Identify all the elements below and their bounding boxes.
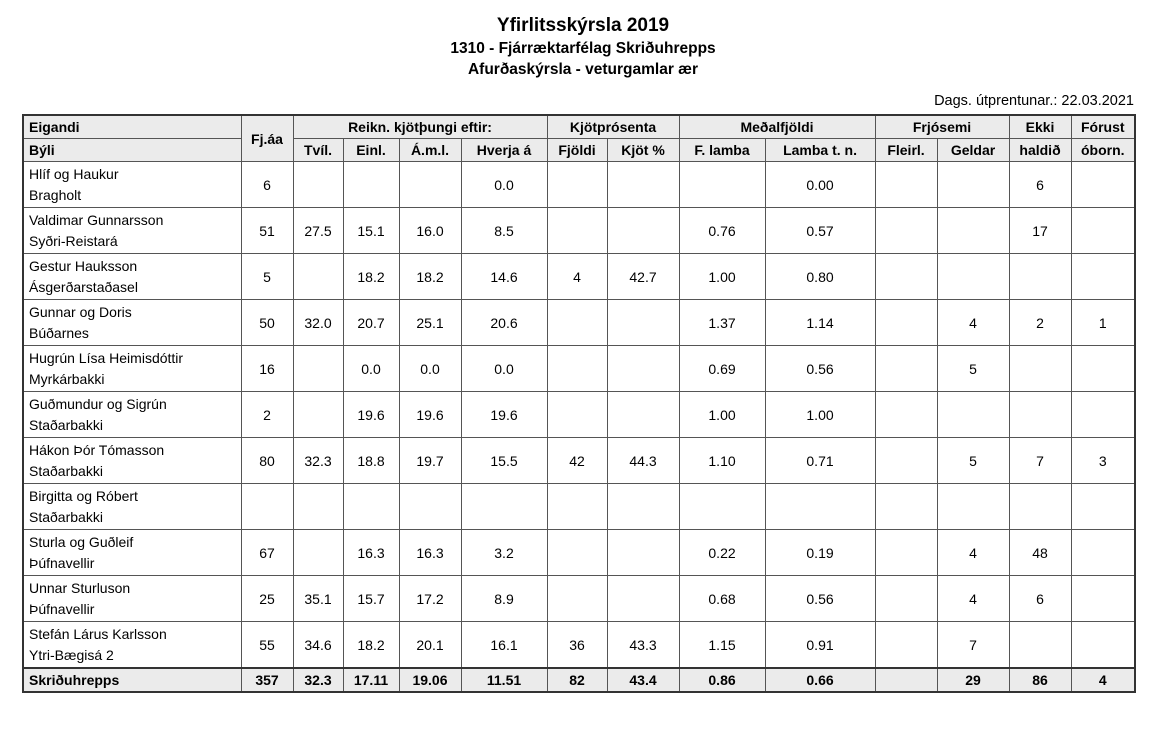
table-row xyxy=(23,438,1135,484)
header-pct-group: Kjötprósenta xyxy=(547,115,679,139)
pct-count-cell xyxy=(547,162,607,208)
total-label: Skriðuhrepps xyxy=(23,668,241,692)
per-ewe-cell: 14.6 xyxy=(461,254,547,300)
avg-weaned-cell: 0.56 xyxy=(765,346,875,392)
pct-count-cell: 4 xyxy=(547,254,607,300)
table-row xyxy=(23,254,1135,300)
total-fert-barren-cell: 29 xyxy=(937,668,1009,692)
count-cell: 5 xyxy=(241,254,293,300)
owner-farm-cell xyxy=(23,622,241,669)
table-row xyxy=(23,300,1135,346)
fert-barren-cell xyxy=(937,162,1009,208)
header-twin: Tvíl. xyxy=(293,139,343,162)
fert-barren-cell: 4 xyxy=(937,300,1009,346)
per-ewe-cell: 19.6 xyxy=(461,392,547,438)
fert-barren-cell: 4 xyxy=(937,576,1009,622)
pct-meat-cell: 43.3 xyxy=(607,622,679,669)
count-cell: 51 xyxy=(241,208,293,254)
fert-multiple-cell xyxy=(875,254,937,300)
lost-cell xyxy=(1071,162,1135,208)
pct-meat-cell: 42.7 xyxy=(607,254,679,300)
count-cell: 55 xyxy=(241,622,293,669)
avg-born-cell xyxy=(679,484,765,530)
header-per-ewe: Hverja á xyxy=(461,139,547,162)
per-ewe-cell: 0.0 xyxy=(461,162,547,208)
fert-barren-cell: 5 xyxy=(937,346,1009,392)
header-avg-weaned: Lamba t. n. xyxy=(765,139,875,162)
owner-farm-cell xyxy=(23,208,241,254)
lost-cell xyxy=(1071,392,1135,438)
fert-barren-cell xyxy=(937,484,1009,530)
fert-barren-cell: 4 xyxy=(937,530,1009,576)
single-cell: 18.8 xyxy=(343,438,399,484)
per-ewe-cell xyxy=(461,484,547,530)
owner-farm-cell xyxy=(23,576,241,622)
header-pct-count: Fjöldi xyxy=(547,139,607,162)
avg-born-cell: 1.37 xyxy=(679,300,765,346)
owner-name: Sturla og Guðleif xyxy=(29,533,134,550)
not-kept-cell: 6 xyxy=(1009,576,1071,622)
fert-barren-cell: 5 xyxy=(937,438,1009,484)
header-avg-born: F. lamba xyxy=(679,139,765,162)
owner-farm-cell xyxy=(23,392,241,438)
pct-count-cell: 42 xyxy=(547,438,607,484)
lost-cell xyxy=(1071,254,1135,300)
header-owner: Eigandi xyxy=(23,115,241,139)
total-avg-born-cell: 0.86 xyxy=(679,668,765,692)
avg-weaned-cell: 0.56 xyxy=(765,576,875,622)
pct-meat-cell xyxy=(607,576,679,622)
owner-farm-cell xyxy=(23,254,241,300)
pct-count-cell xyxy=(547,346,607,392)
owner-farm-cell xyxy=(23,300,241,346)
fert-multiple-cell xyxy=(875,300,937,346)
pct-meat-cell xyxy=(607,300,679,346)
pct-meat-cell xyxy=(607,530,679,576)
twin-cell xyxy=(293,530,343,576)
not-kept-cell xyxy=(1009,392,1071,438)
lost-cell xyxy=(1071,576,1135,622)
avg-born-cell: 1.10 xyxy=(679,438,765,484)
total-per-ewe-with-lamb-cell: 19.06 xyxy=(399,668,461,692)
count-cell: 6 xyxy=(241,162,293,208)
fert-barren-cell xyxy=(937,208,1009,254)
farm-name: Staðarbakki xyxy=(29,508,103,525)
avg-born-cell xyxy=(679,162,765,208)
count-cell: 67 xyxy=(241,530,293,576)
table-row xyxy=(23,208,1135,254)
twin-cell: 35.1 xyxy=(293,576,343,622)
single-cell: 15.1 xyxy=(343,208,399,254)
avg-weaned-cell: 1.00 xyxy=(765,392,875,438)
farm-name: Þúfnavellir xyxy=(29,600,95,617)
header-meat-group: Reikn. kjötþungi eftir: xyxy=(293,115,547,139)
owner-farm-cell xyxy=(23,346,241,392)
twin-cell xyxy=(293,254,343,300)
per-ewe-cell: 8.9 xyxy=(461,576,547,622)
farm-name: Þúfnavellir xyxy=(29,554,95,571)
farm-name: Búðarnes xyxy=(29,324,89,341)
not-kept-cell: 48 xyxy=(1009,530,1071,576)
per-ewe-with-lamb-cell xyxy=(399,162,461,208)
per-ewe-with-lamb-cell: 19.7 xyxy=(399,438,461,484)
owner-name: Valdimar Gunnarsson xyxy=(29,211,164,228)
avg-born-cell: 1.00 xyxy=(679,392,765,438)
table-row xyxy=(23,346,1135,392)
not-kept-cell: 2 xyxy=(1009,300,1071,346)
owner-name: Stefán Lárus Karlsson xyxy=(29,625,167,642)
owner-farm-cell xyxy=(23,162,241,208)
total-avg-weaned-cell: 0.66 xyxy=(765,668,875,692)
header-per-ewe-with-lamb: Á.m.l. xyxy=(399,139,461,162)
owner-farm-cell xyxy=(23,438,241,484)
owner-name: Hugrún Lísa Heimisdóttir xyxy=(29,349,184,366)
fert-multiple-cell xyxy=(875,484,937,530)
pct-count-cell xyxy=(547,576,607,622)
table-row xyxy=(23,622,1135,669)
farm-name: Bragholt xyxy=(29,186,82,203)
total-not-kept-cell: 86 xyxy=(1009,668,1071,692)
per-ewe-with-lamb-cell: 19.6 xyxy=(399,392,461,438)
owner-name: Hlíf og Haukur xyxy=(29,165,119,182)
total-pct-count-cell: 82 xyxy=(547,668,607,692)
twin-cell xyxy=(293,484,343,530)
fert-multiple-cell xyxy=(875,392,937,438)
farm-name: Staðarbakki xyxy=(29,462,103,479)
per-ewe-with-lamb-cell: 25.1 xyxy=(399,300,461,346)
not-kept-cell xyxy=(1009,254,1071,300)
per-ewe-cell: 16.1 xyxy=(461,622,547,669)
owner-name: Guðmundur og Sigrún xyxy=(29,395,167,412)
header-count: Fj.áa xyxy=(241,115,293,162)
count-cell: 2 xyxy=(241,392,293,438)
per-ewe-cell: 3.2 xyxy=(461,530,547,576)
header-farm: Býli xyxy=(23,139,241,162)
not-kept-cell xyxy=(1009,346,1071,392)
fert-multiple-cell xyxy=(875,162,937,208)
per-ewe-cell: 15.5 xyxy=(461,438,547,484)
owner-farm-cell xyxy=(23,530,241,576)
per-ewe-with-lamb-cell xyxy=(399,484,461,530)
fert-multiple-cell xyxy=(875,622,937,669)
total-lost-cell: 4 xyxy=(1071,668,1135,692)
lost-cell: 1 xyxy=(1071,300,1135,346)
count-cell: 25 xyxy=(241,576,293,622)
count-cell: 16 xyxy=(241,346,293,392)
single-cell: 18.2 xyxy=(343,622,399,669)
owner-name: Unnar Sturluson xyxy=(29,579,131,596)
fert-multiple-cell xyxy=(875,346,937,392)
single-cell: 15.7 xyxy=(343,576,399,622)
fert-barren-cell xyxy=(937,254,1009,300)
report-subtitle: 1310 - Fjárræktarfélag Skriðuhrepps xyxy=(450,40,716,57)
farm-name: Myrkárbakki xyxy=(29,370,105,387)
total-count-cell: 357 xyxy=(241,668,293,692)
total-pct-meat-cell: 43.4 xyxy=(607,668,679,692)
twin-cell xyxy=(293,346,343,392)
pct-meat-cell xyxy=(607,162,679,208)
not-kept-cell: 17 xyxy=(1009,208,1071,254)
twin-cell xyxy=(293,392,343,438)
total-single-cell: 17.11 xyxy=(343,668,399,692)
single-cell: 16.3 xyxy=(343,530,399,576)
avg-weaned-cell: 0.71 xyxy=(765,438,875,484)
farm-name: Ytri-Bægisá 2 xyxy=(29,646,114,663)
owner-name: Gunnar og Doris xyxy=(29,303,132,320)
avg-born-cell: 1.00 xyxy=(679,254,765,300)
single-cell: 18.2 xyxy=(343,254,399,300)
avg-weaned-cell: 0.57 xyxy=(765,208,875,254)
count-cell: 50 xyxy=(241,300,293,346)
table-row xyxy=(23,530,1135,576)
table-row xyxy=(23,392,1135,438)
header-avg-group: Meðalfjöldi xyxy=(679,115,875,139)
lost-cell xyxy=(1071,208,1135,254)
twin-cell: 34.6 xyxy=(293,622,343,669)
pct-count-cell xyxy=(547,392,607,438)
per-ewe-cell: 20.6 xyxy=(461,300,547,346)
farm-name: Syðri-Reistará xyxy=(29,232,118,249)
count-cell: 80 xyxy=(241,438,293,484)
per-ewe-with-lamb-cell: 20.1 xyxy=(399,622,461,669)
pct-meat-cell xyxy=(607,392,679,438)
avg-born-cell: 0.76 xyxy=(679,208,765,254)
report-title: Yfirlitsskýrsla 2019 xyxy=(496,15,670,36)
per-ewe-with-lamb-cell: 16.3 xyxy=(399,530,461,576)
total-twin-cell: 32.3 xyxy=(293,668,343,692)
per-ewe-with-lamb-cell: 17.2 xyxy=(399,576,461,622)
owner-name: Hákon Þór Tómasson xyxy=(29,441,165,458)
header-single: Einl. xyxy=(343,139,399,162)
header-not-kept-1: Ekki xyxy=(1009,115,1071,139)
pct-count-cell: 36 xyxy=(547,622,607,669)
per-ewe-with-lamb-cell: 18.2 xyxy=(399,254,461,300)
avg-weaned-cell: 0.80 xyxy=(765,254,875,300)
owner-name: Birgitta og Róbert xyxy=(29,487,138,504)
lost-cell: 3 xyxy=(1071,438,1135,484)
avg-weaned-cell: 0.19 xyxy=(765,530,875,576)
fert-multiple-cell xyxy=(875,530,937,576)
pct-count-cell xyxy=(547,208,607,254)
pct-meat-cell xyxy=(607,208,679,254)
header-pct-meat: Kjöt % xyxy=(607,139,679,162)
fert-barren-cell xyxy=(937,392,1009,438)
header-lost-1: Fórust xyxy=(1071,115,1135,139)
table-row xyxy=(23,576,1135,622)
twin-cell: 32.3 xyxy=(293,438,343,484)
table-row xyxy=(23,484,1135,530)
avg-weaned-cell: 0.00 xyxy=(765,162,875,208)
owner-farm-cell xyxy=(23,484,241,530)
avg-weaned-cell: 0.91 xyxy=(765,622,875,669)
fert-multiple-cell xyxy=(875,576,937,622)
not-kept-cell xyxy=(1009,622,1071,669)
avg-weaned-cell xyxy=(765,484,875,530)
total-fert-multiple-cell xyxy=(875,668,937,692)
report-subtitle-2: Afurðaskýrsla - veturgamlar ær xyxy=(467,61,698,78)
single-cell: 0.0 xyxy=(343,346,399,392)
report-header xyxy=(0,14,1166,80)
table-row xyxy=(23,162,1135,208)
twin-cell: 32.0 xyxy=(293,300,343,346)
fert-multiple-cell xyxy=(875,438,937,484)
twin-cell xyxy=(293,162,343,208)
pct-meat-cell xyxy=(607,346,679,392)
lost-cell xyxy=(1071,484,1135,530)
lost-cell xyxy=(1071,622,1135,669)
lost-cell xyxy=(1071,346,1135,392)
owner-name: Gestur Hauksson xyxy=(29,257,138,274)
header-fert-barren: Geldar xyxy=(937,139,1009,162)
pct-count-cell xyxy=(547,300,607,346)
single-cell: 20.7 xyxy=(343,300,399,346)
twin-cell: 27.5 xyxy=(293,208,343,254)
single-cell xyxy=(343,484,399,530)
per-ewe-with-lamb-cell: 16.0 xyxy=(399,208,461,254)
table-body xyxy=(23,162,1135,693)
header-fert-group: Frjósemi xyxy=(875,115,1009,139)
pct-meat-cell xyxy=(607,484,679,530)
not-kept-cell: 6 xyxy=(1009,162,1071,208)
print-date: Dags. útprentunar.: 22.03.2021 xyxy=(934,93,1134,109)
farm-name: Ásgerðarstaðasel xyxy=(29,278,138,295)
report-table xyxy=(22,114,1136,693)
header-not-kept-2: haldið xyxy=(1009,139,1071,162)
pct-meat-cell: 44.3 xyxy=(607,438,679,484)
avg-born-cell: 0.22 xyxy=(679,530,765,576)
farm-name: Staðarbakki xyxy=(29,416,103,433)
lost-cell xyxy=(1071,530,1135,576)
avg-born-cell: 0.68 xyxy=(679,576,765,622)
single-cell: 19.6 xyxy=(343,392,399,438)
single-cell xyxy=(343,162,399,208)
avg-weaned-cell: 1.14 xyxy=(765,300,875,346)
pct-count-cell xyxy=(547,484,607,530)
header-fert-multiple: Fleirl. xyxy=(875,139,937,162)
header-lost-2: óborn. xyxy=(1071,139,1135,162)
table-header xyxy=(23,115,1135,162)
fert-barren-cell: 7 xyxy=(937,622,1009,669)
per-ewe-cell: 0.0 xyxy=(461,346,547,392)
pct-count-cell xyxy=(547,530,607,576)
avg-born-cell: 0.69 xyxy=(679,346,765,392)
total-row xyxy=(23,668,1135,692)
not-kept-cell: 7 xyxy=(1009,438,1071,484)
fert-multiple-cell xyxy=(875,208,937,254)
count-cell xyxy=(241,484,293,530)
not-kept-cell xyxy=(1009,484,1071,530)
per-ewe-with-lamb-cell: 0.0 xyxy=(399,346,461,392)
avg-born-cell: 1.15 xyxy=(679,622,765,669)
per-ewe-cell: 8.5 xyxy=(461,208,547,254)
total-per-ewe-cell: 11.51 xyxy=(461,668,547,692)
